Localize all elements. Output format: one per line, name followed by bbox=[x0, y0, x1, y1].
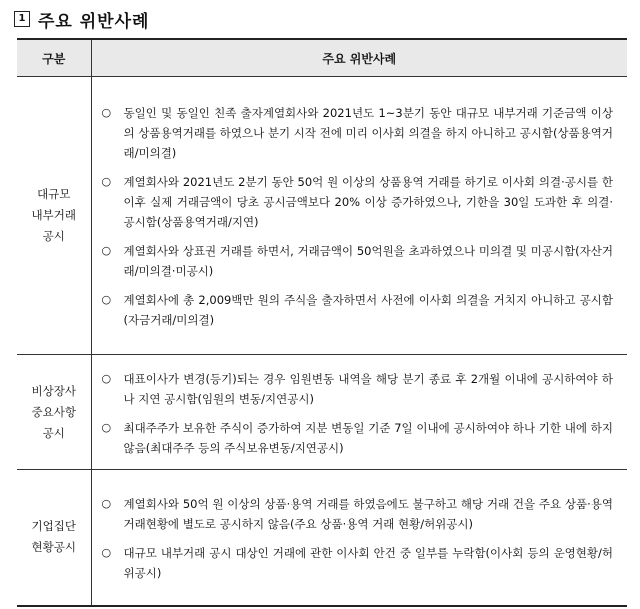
header-category: 구분 bbox=[17, 39, 91, 77]
list-item bbox=[102, 290, 614, 330]
bullet-icon: ○ bbox=[101, 106, 112, 119]
list-item bbox=[102, 241, 614, 281]
case-text: 대표이사가 변경(등기)되는 경우 임원변동 내역을 해당 분기 종료 후 2개월 이내에 공시하여야 하나 지연 공시함(임원의 변동/지연공시) bbox=[123, 371, 613, 406]
category-cell bbox=[17, 77, 91, 355]
bullet-icon: ○ bbox=[101, 496, 112, 510]
table-header-row bbox=[17, 39, 627, 77]
case-text: 계열회사와 50억 원 이상의 상품·용역 거래를 하였음에도 불구하고 해당 거래 건을 주요 상품·용역 거래현황에 별도로 공시하지 않음(주요 상품·용역 거래 현황/허위공시) bbox=[123, 496, 613, 531]
category-cell bbox=[17, 470, 91, 606]
case-text: 계열회사에 총 2,009백만 원의 주식을 출자하면서 사전에 이사회 의결을 거치지 아니하고 공시함(자금거래/미의결) bbox=[123, 293, 613, 327]
category-line: 중요사항 bbox=[31, 404, 76, 419]
list-item bbox=[102, 103, 614, 163]
bullet-icon: ○ bbox=[101, 371, 112, 385]
bullet-icon: ○ bbox=[101, 175, 112, 188]
case-text: 계열회사와 상표권 거래를 하면서, 거래금액이 50억원을 초과하였으나 미의결 및 미공시함(자산거래/미의결·미공시) bbox=[123, 244, 613, 278]
case-text: 동일인 및 동일인 친족 출자계열회사와 2021년도 1~3분기 동안 대규모 내부거래 기준금액 이상의 상품용역거래를 하였으나 분기 시작 전에 미리 이사회 의결을 하지 아니하고 공시함(상품용역거래/미의결) bbox=[123, 106, 613, 160]
category-line: 내부거래 bbox=[31, 208, 76, 222]
category-cell bbox=[17, 355, 91, 470]
list-item bbox=[102, 494, 614, 534]
section-title: 주요 위반사례 bbox=[38, 11, 150, 32]
bullet-icon: ○ bbox=[101, 244, 112, 257]
table-row bbox=[17, 355, 627, 470]
list-item bbox=[102, 418, 614, 458]
table-row bbox=[17, 77, 627, 355]
category-line: 대규모 bbox=[37, 187, 71, 201]
case-text: 최대주주가 보유한 주식이 증가하여 지분 변동일 기준 7일 이내에 공시하여야 하나 기한 내에 하지 않음(최대주주 등의 주식보유변동/지연공시) bbox=[123, 420, 613, 455]
header-cases: 주요 위반사례 bbox=[91, 39, 627, 77]
cases-cell bbox=[91, 470, 627, 606]
list-item bbox=[102, 369, 614, 409]
list-item bbox=[102, 543, 614, 583]
case-text: 대규모 내부거래 공시 대상인 거래에 관한 이사회 안건 중 일부를 누락함(이사회 등의 운영현황/허위공시) bbox=[123, 545, 613, 580]
section-number-box: 1 bbox=[14, 11, 30, 27]
cases-cell bbox=[91, 77, 627, 355]
list-item bbox=[102, 172, 614, 232]
category-line: 공시 bbox=[42, 229, 65, 243]
section-heading bbox=[14, 4, 149, 34]
category-line: 현황공시 bbox=[31, 540, 76, 555]
cases-cell bbox=[91, 355, 627, 470]
case-text: 계열회사와 2021년도 2분기 동안 50억 원 이상의 상품용역 거래를 하기로 이사회 의결·공시를 한 이후 실제 거래금액이 당초 공시금액보다 20% 이상 증가하였으나, 기한을 30일 도과한 후 의결·공시함(상품용역거래/지연) bbox=[123, 175, 613, 229]
violations-table bbox=[17, 38, 627, 607]
bullet-icon: ○ bbox=[101, 420, 112, 434]
bullet-icon: ○ bbox=[101, 545, 112, 559]
bullet-icon: ○ bbox=[101, 293, 112, 306]
table-row bbox=[17, 470, 627, 606]
category-line: 공시 bbox=[42, 425, 65, 440]
category-line: 기업집단 bbox=[31, 519, 76, 534]
category-line: 비상장사 bbox=[31, 383, 76, 398]
